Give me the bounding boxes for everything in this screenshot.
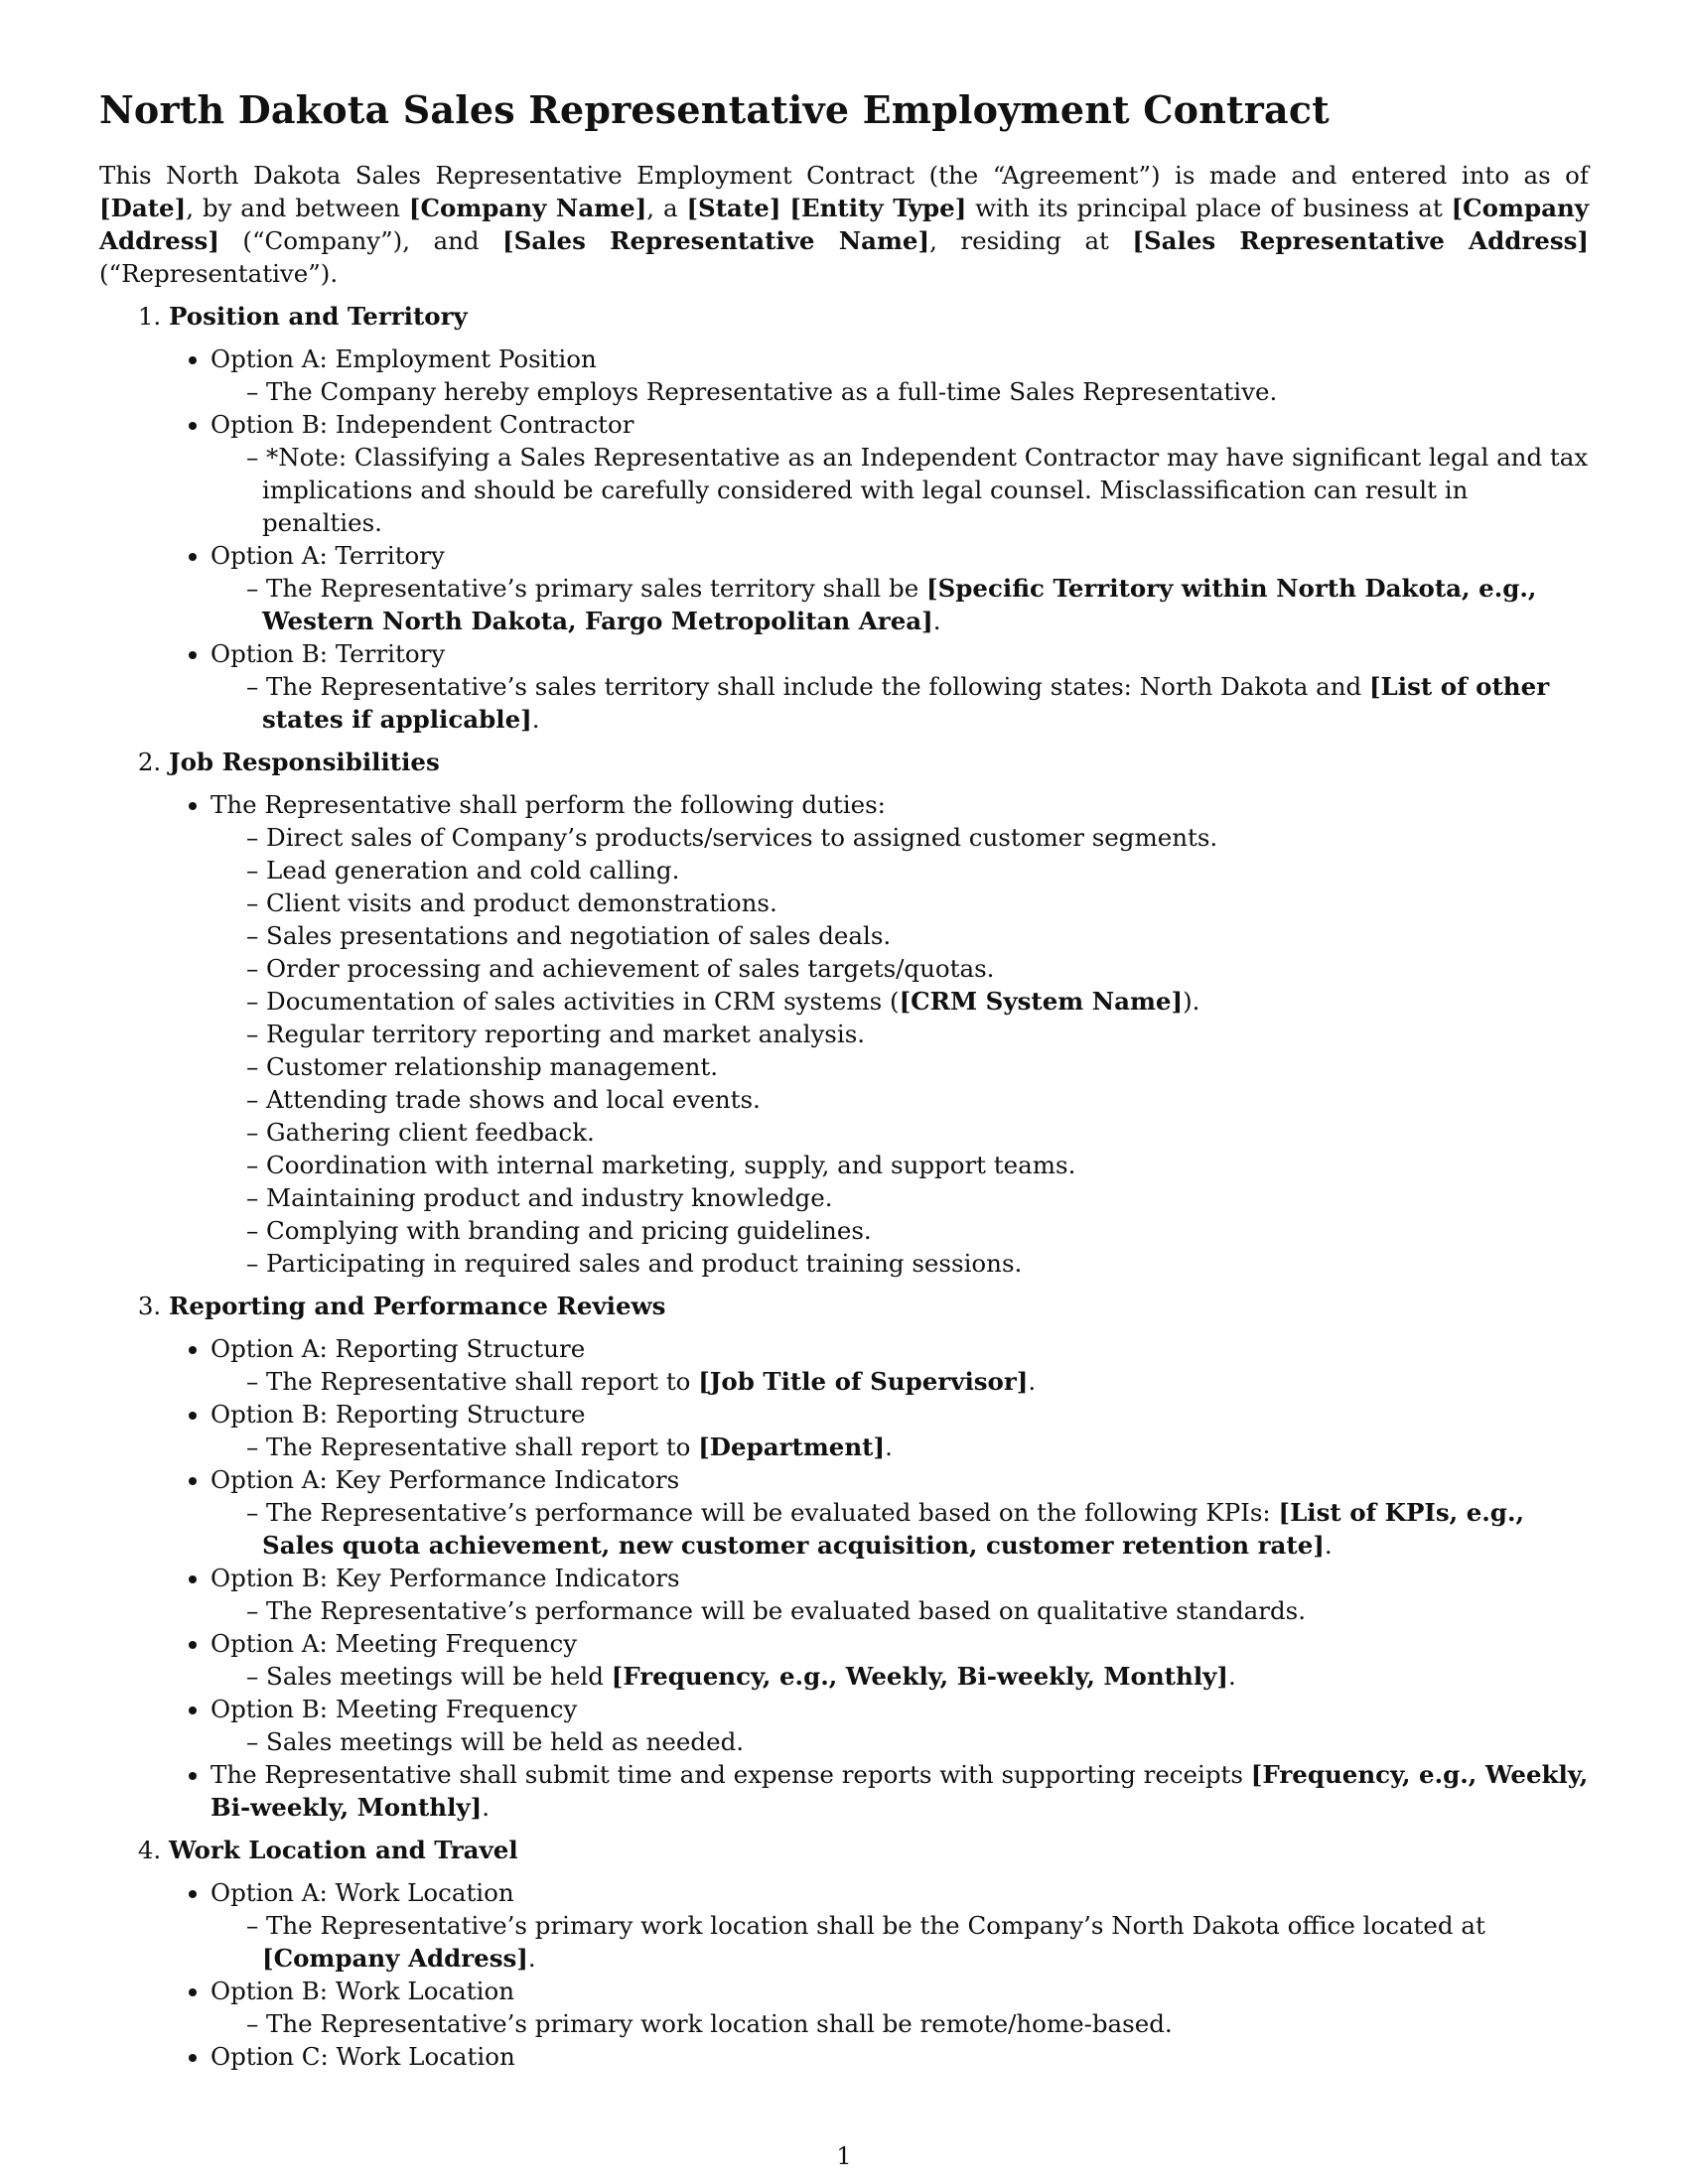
- list-item: • Option B: Territory – The Representative’s sales territory shall include the following states: North Dakota and [List of other states if applicable].: [211, 637, 1589, 736]
- intro-text: (“Representative”).: [99, 258, 339, 288]
- intro-text: , by and between: [186, 193, 409, 222]
- list-item: – Participating in required sales and product training sessions.: [246, 1247, 1589, 1280]
- list-item: – Sales meetings will be held [Frequency, e.g., Weekly, Bi-weekly, Monthly].: [246, 1660, 1589, 1693]
- section-job-responsibilities: [169, 746, 1589, 1280]
- list-item: – The Company hereby employs Representative as a full-time Sales Representative.: [246, 375, 1589, 408]
- list-item: – Gathering client feedback.: [246, 1116, 1589, 1149]
- date-placeholder: [Date]: [99, 193, 187, 222]
- department-placeholder: [Department]: [698, 1432, 886, 1461]
- list-item: • Option B: Independent Contractor – *Note: Classifying a Sales Representative as an Independent Contractor may have significant legal and tax implications and should be carefully considered with legal counsel. Misclassification can result in penalties.: [211, 408, 1589, 539]
- section-work-location: [169, 1834, 1589, 2073]
- list-item: – The Representative’s performance will be evaluated based on the following KPIs: [List of KPIs, e.g., Sales quota achievement, new customer acquisition, customer retention rate].: [246, 1496, 1589, 1562]
- list-item: – The Representative’s performance will be evaluated based on qualitative standards.: [246, 1594, 1589, 1627]
- section-title: 2. Job Responsibilities: [169, 747, 440, 776]
- intro-text: [780, 194, 789, 222]
- list-item: – The Representative’s primary work location shall be the Company’s North Dakota office located at [Company Address].: [246, 1909, 1589, 1975]
- list-item: – Regular territory reporting and market analysis.: [246, 1018, 1589, 1050]
- list-item: – The Representative’s sales territory shall include the following states: North Dakota and [List of other states if applicable].: [246, 670, 1589, 736]
- rep-address-placeholder: [Sales Representative Address]: [1132, 225, 1590, 255]
- list-item: – Documentation of sales activities in CRM systems ([CRM System Name]).: [246, 985, 1589, 1018]
- list-item: • Option A: Reporting Structure – The Representative shall report to [Job Title of Supervisor].: [211, 1332, 1589, 1398]
- other-states-placeholder: [List of other states if applicable]: [262, 671, 1550, 734]
- list-item: • The Representative shall perform the following duties: – Direct sales of Company’s products/services to assigned customer segments. – Lead generation and cold calling. – Client visits and product demonstrations. – Sales presentations and negotiation of sales deals. – Order processing and achievement of sales targets/quotas. – Documentation of sales activities in CRM systems ([CRM System Name]). – Regular territory reporting and market analysis. – Customer relationship management. – Attending trade shows and local events. – Gathering client feedback. – Coordination with internal marketing, supply, and support teams. – Maintaining product and industry knowledge. – Complying with branding and pricing guidelines. – Participating in required sales and product training sessions.: [211, 788, 1589, 1280]
- list-item: – The Representative’s primary work location shall be remote/home-based.: [246, 2007, 1589, 2040]
- list-item: – The Representative shall report to [Department].: [246, 1431, 1589, 1463]
- list-item: • Option A: Work Location – The Representative’s primary work location shall be the Company’s North Dakota office located at [Company Address].: [211, 1876, 1589, 1975]
- list-item: • Option A: Territory – The Representative’s primary sales territory shall be [Specific Territory within North Dakota, e.g., Western North Dakota, Fargo Metropolitan Area].: [211, 539, 1589, 637]
- kpi-placeholder: [List of KPIs, e.g., Sales quota achievement, new customer acquisition, customer retention rate]: [262, 1497, 1524, 1560]
- section-position-territory: [169, 300, 1589, 736]
- list-item: – Client visits and product demonstrations.: [246, 887, 1589, 919]
- company-address-placeholder: [Company Address]: [262, 1943, 528, 1973]
- frequency-placeholder: [Frequency, e.g., Weekly, Bi-weekly, Monthly]: [211, 1759, 1589, 1822]
- list-item: • Option A: Meeting Frequency – Sales meetings will be held [Frequency, e.g., Weekly, Bi-weekly, Monthly].: [211, 1627, 1589, 1693]
- section-title: 3. Reporting and Performance Reviews: [169, 1291, 666, 1320]
- entity-type-placeholder: [Entity Type]: [789, 193, 967, 222]
- list-item: • Option B: Key Performance Indicators – The Representative’s performance will be evaluated based on qualitative standards.: [211, 1562, 1589, 1627]
- company-name-placeholder: [Company Name]: [408, 193, 647, 222]
- list-item: – Sales meetings will be held as needed.: [246, 1725, 1589, 1758]
- list-item: – The Representative shall report to [Job Title of Supervisor].: [246, 1365, 1589, 1398]
- crm-placeholder: [CRM System Name]: [899, 986, 1184, 1016]
- list-item: – The Representative’s primary sales territory shall be [Specific Territory within North Dakota, e.g., Western North Dakota, Fargo Metropolitan Area].: [246, 572, 1589, 637]
- document-page: [99, 87, 1589, 2083]
- list-item: – *Note: Classifying a Sales Representative as an Independent Contractor may have significant legal and tax implications and should be carefully considered with legal counsel. Misclassification can result in penalties.: [246, 441, 1589, 539]
- intro-text: , residing at: [929, 225, 1133, 255]
- list-item: • The Representative shall submit time and expense reports with supporting receipts [Frequency, e.g., Weekly, Bi-weekly, Monthly].: [211, 1758, 1589, 1824]
- intro-text: , a: [646, 193, 687, 222]
- intro-text: (“Company”), and: [218, 225, 503, 255]
- list-item: • Option A: Employment Position – The Company hereby employs Representative as a full-time Sales Representative.: [211, 342, 1589, 408]
- list-item: • Option C: Work Location: [211, 2040, 1589, 2073]
- list-item: • Option A: Key Performance Indicators – The Representative’s performance will be evaluated based on the following KPIs: [List of KPIs, e.g., Sales quota achievement, new customer acquisition, customer retention rate].: [211, 1463, 1589, 1562]
- frequency-placeholder: [Frequency, e.g., Weekly, Bi-weekly, Monthly]: [611, 1661, 1228, 1691]
- list-item: – Complying with branding and pricing guidelines.: [246, 1214, 1589, 1247]
- supervisor-placeholder: [Job Title of Supervisor]: [698, 1366, 1029, 1396]
- intro-text: This North Dakota Sales Representative Employment Contract (the “Agreement”) is made and entered into as of: [99, 160, 1589, 190]
- company-address-placeholder: [Company Address]: [99, 193, 1590, 255]
- document-title: North Dakota Sales Representative Employment Contract: [99, 87, 1330, 132]
- intro-paragraph: [99, 159, 1589, 290]
- list-item: – Direct sales of Company’s products/services to assigned customer segments.: [246, 821, 1589, 854]
- page-number: 1: [836, 2142, 852, 2170]
- list-item: – Maintaining product and industry knowledge.: [246, 1181, 1589, 1214]
- section-reporting-reviews: [169, 1290, 1589, 1824]
- list-item: • Option B: Meeting Frequency – Sales meetings will be held as needed.: [211, 1693, 1589, 1758]
- list-item: – Sales presentations and negotiation of sales deals.: [246, 919, 1589, 952]
- rep-name-placeholder: [Sales Representative Name]: [502, 225, 930, 255]
- list-item: • Option B: Work Location – The Representative’s primary work location shall be remote/home-based.: [211, 1975, 1589, 2040]
- section-title: 1. Position and Territory: [169, 301, 468, 331]
- list-item: • Option B: Reporting Structure – The Representative shall report to [Department].: [211, 1398, 1589, 1463]
- state-placeholder: [State]: [686, 193, 781, 222]
- list-item: – Attending trade shows and local events.: [246, 1083, 1589, 1116]
- list-item: – Coordination with internal marketing, supply, and support teams.: [246, 1149, 1589, 1181]
- intro-text: with its principal place of business at: [966, 193, 1452, 222]
- list-item: – Lead generation and cold calling.: [246, 854, 1589, 887]
- list-item: – Customer relationship management.: [246, 1050, 1589, 1083]
- section-title: 4. Work Location and Travel: [169, 1835, 518, 1864]
- contract-sections: [99, 300, 1589, 2073]
- list-item: – Order processing and achievement of sales targets/quotas.: [246, 952, 1589, 985]
- territory-placeholder: [Specific Territory within North Dakota, e.g., Western North Dakota, Fargo Metropolitan Area]: [262, 573, 1537, 635]
